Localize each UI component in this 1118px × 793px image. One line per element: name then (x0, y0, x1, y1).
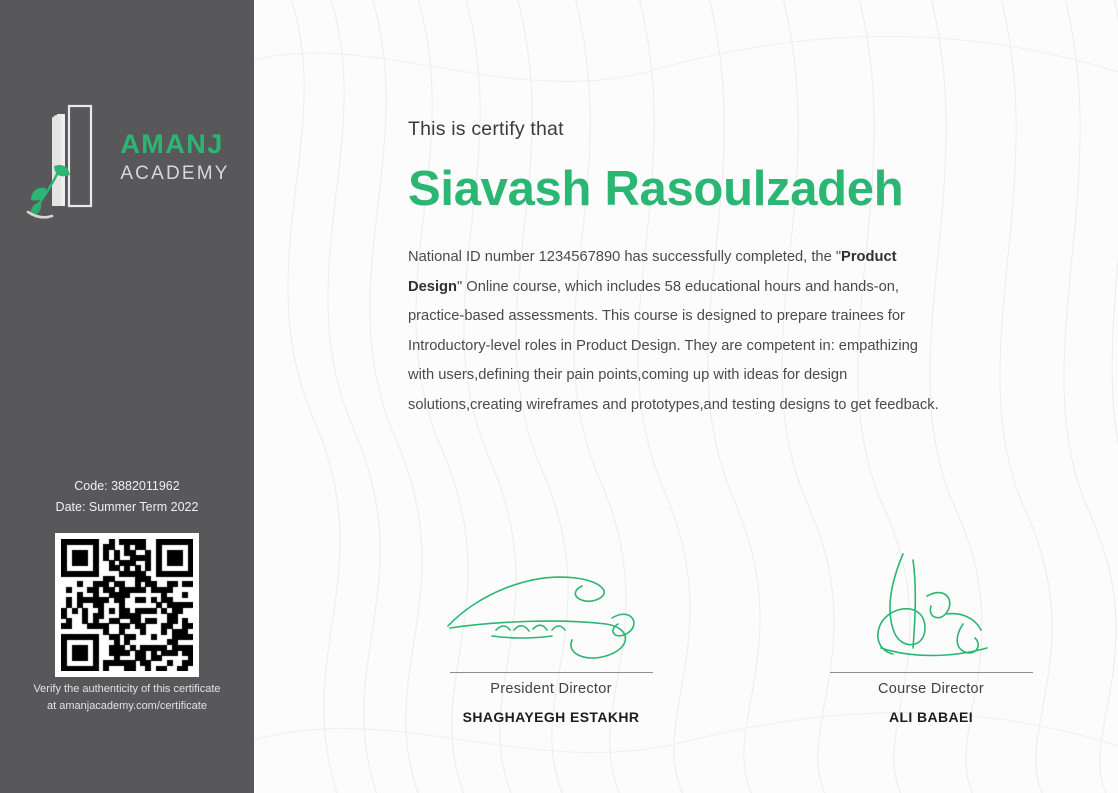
certificate-code: Code: 3882011962 (74, 479, 180, 493)
signature-block-president (406, 560, 696, 725)
certificate-meta (0, 476, 254, 518)
recipient-name: Siavash Rasoulzadeh (408, 162, 904, 216)
brand-logo (0, 92, 254, 222)
verify-line-1: Verify the authenticity of this certificate (33, 683, 221, 695)
signature-area (254, 560, 1118, 725)
signature-role: President Director (490, 681, 612, 697)
qr-code-icon (55, 533, 199, 677)
certificate-text-block (254, 0, 1118, 420)
verify-line-2: at amanjacademy.com/certificate (47, 700, 207, 712)
signature-rule (830, 672, 1033, 673)
signature-name: ALI BABAEI (888, 709, 974, 725)
description-part-2: " Online course, which includes 58 educational hours and hands-on, practice-based assessments. This course is designed to prepare trainees for Introductory-level roles in Product Design. They are competent in: empathizing with users,defining their pain points,coming up with ideas for design solutions,creating wireframes and prototypes,and testing designs to get feedback. (408, 278, 939, 413)
signature-rule (450, 672, 653, 673)
brand-subtitle: ACADEMY (120, 163, 230, 184)
signature-name: SHAGHAYEGH ESTAKHR (462, 709, 640, 725)
certificate-date: Date: Summer Term 2022 (55, 500, 199, 514)
brand-name: AMANJ (120, 129, 224, 159)
plant-logo-icon (24, 92, 114, 222)
qr-canvas (61, 539, 193, 671)
certificate-intro: This is certify that (408, 118, 564, 140)
signature-role: Course Director (877, 681, 985, 697)
verify-note (0, 681, 254, 715)
description-part-1: National ID number 1234567890 has successfully completed, the " (408, 249, 842, 265)
brand-wordmark (120, 131, 229, 183)
certificate-description (408, 243, 942, 420)
signature-icon (786, 560, 1076, 672)
certificate-body (254, 0, 1118, 793)
signature-block-course (786, 560, 1076, 725)
signature-icon (406, 560, 696, 672)
course-name: Product Design (408, 249, 897, 295)
certificate-sidebar (0, 0, 254, 793)
